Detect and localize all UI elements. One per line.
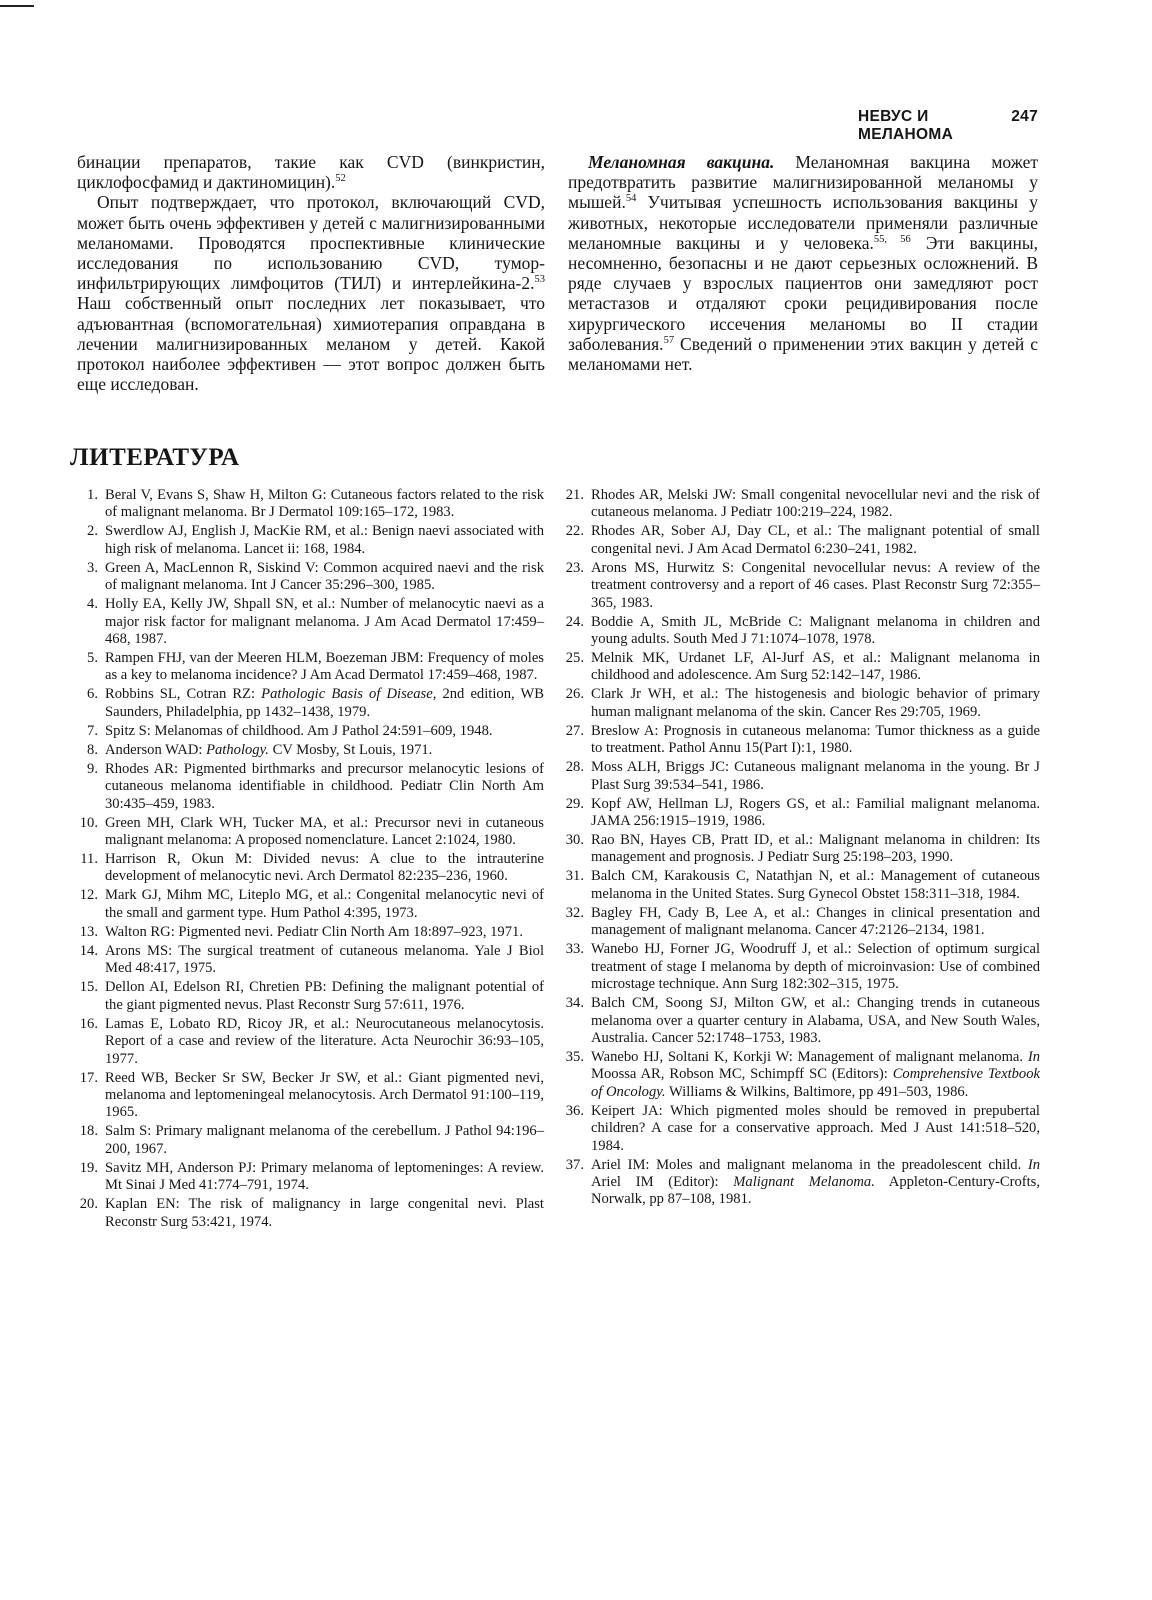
reference-text: Clark Jr WH, et al.: The histogenesis and biologic behavior of primary human malignant melanoma of the skin. Cancer Res 29:705, 1969. [591,686,1040,720]
reference-number: 28. [565,759,584,776]
reference-item [70,487,544,522]
body-left-column [77,152,545,394]
paragraph: Меланомная вакцина. Меланомная вакцина может предотвратить развитие малигнизированной меланомы у мышей.$^{54}$ Учитывая успешность использования вакцины у животных, некоторые исследователи применяли различные меланомные вакцины и у человека.$^{55, 56}$ Эти вакцины, несомненно, безопасны и не дают серьезных осложнений. В ряде случаев у взрослых пациентов они замедляют рост метастазов и отдаляют сроки рецидивирования после хирургического иссечения меланомы во II стадии заболевания.$^{57}$ Сведений о применении этих вакцин у детей с меланомами нет. [568,152,1038,375]
reference-number: 4. [87,596,98,613]
reference-number: 33. [565,941,584,958]
reference-number: 13. [79,923,98,940]
reference-item [556,1103,1040,1155]
reference-text: Spitz S: Melanomas of childhood. Am J Pathol 24:591–609, 1948. [105,722,493,739]
reference-item [70,560,544,595]
reference-number: 16. [79,1015,98,1032]
reference-item [70,761,544,813]
reference-text: Boddie A, Smith JL, McBride C: Malignant melanoma in children and young adults. South Med J 71:1074–1078, 1978. [591,613,1040,648]
reference-item [556,614,1040,649]
reference-item [556,650,1040,685]
reference-number: 29. [565,795,584,812]
reference-item [556,832,1040,867]
reference-item [70,979,544,1014]
reference-text: Rhodes AR, Melski JW: Small congenital nevocellular nevi and the risk of cutaneous melanoma. J Pediatr 100:219–224, 1982. [591,487,1040,521]
reference-item [556,905,1040,940]
reference-number: 19. [79,1159,98,1176]
reference-text: Melnik MK, Urdanet LF, Al-Jurf AS, et al.: Malignant melanoma in childhood and adolescence. Am Surg 52:142–147, 1986. [591,650,1040,684]
reference-text: Wanebo HJ, Soltani K, Korkji W: Management of malignant melanoma. In Moossa AR, Robson MC, Schimpff SC (Editors): Comprehensive Textbook of Oncology. Williams & Wilkins, Baltimore, pp 491–503, 1986. [591,1048,1040,1100]
reference-item [556,487,1040,522]
reference-item [556,686,1040,721]
references-right-column [556,487,1040,1210]
body-right-column [568,152,1038,374]
reference-number: 5. [87,650,98,667]
reference-item [556,759,1040,794]
reference-number: 7. [87,722,98,739]
citation-superscript: 52 [335,173,346,185]
reference-number: 34. [565,995,584,1012]
reference-text: Ariel IM: Moles and malignant melanoma in the preadolescent child. In Ariel IM (Editor): Malignant Melanoma. Appleton-Century-Crofts, Norwalk, pp 87–108, 1981. [591,1156,1040,1208]
reference-item [70,1160,544,1195]
reference-item [70,1123,544,1158]
reference-number: 25. [565,650,584,667]
reference-number: 37. [565,1156,584,1173]
reference-text: Green A, MacLennon R, Siskind V: Common acquired naevi and the risk of malignant melanoma. Int J Cancer 35:296–300, 1985. [105,559,544,594]
reference-item [70,887,544,922]
reference-item [556,1049,1040,1101]
reference-item [556,723,1040,758]
reference-text: Breslow A: Prognosis in cutaneous melanoma: Tumor thickness as a guide to treatment. Pathol Annu 15(Part I):1, 1980. [591,722,1040,757]
reference-text: Kopf AW, Hellman LJ, Rogers GS, et al.: Familial malignant melanoma. JAMA 256:1915–1919, 1986. [591,795,1040,830]
reference-number: 9. [87,760,98,777]
reference-number: 24. [565,613,584,630]
reference-text: Salm S: Primary malignant melanoma of the cerebellum. J Pathol 94:196–200, 1967. [105,1123,544,1157]
reference-number: 14. [79,942,98,959]
reference-item [556,868,1040,903]
reference-text: Arons MS: The surgical treatment of cutaneous melanoma. Yale J Biol Med 48:417, 1975. [105,942,544,977]
paragraph: бинации препаратов, такие как CVD (винкристин, циклофосфамид и дактиномицин).$^{52}$ [77,152,545,193]
reference-item [70,851,544,886]
reference-item [556,941,1040,993]
page-number: 247 [1011,108,1038,125]
reference-item [70,815,544,850]
reference-item [556,560,1040,612]
reference-item [70,943,544,978]
reference-item [556,796,1040,831]
reference-number: 30. [565,832,584,849]
reference-item [70,686,544,721]
citation-superscript: 55, 56 [873,233,911,245]
reference-text: Kaplan EN: The risk of malignancy in large congenital nevi. Plast Reconstr Surg 53:421, 1974. [105,1196,544,1230]
reference-item [70,1070,544,1122]
reference-item [70,596,544,648]
reference-text: Keipert JA: Which pigmented moles should be removed in prepubertal children? A case for a conservative approach. Med J Aust 141:518–520, 1984. [591,1102,1040,1154]
reference-number: 26. [565,686,584,703]
reference-text: Arons MS, Hurwitz S: Congenital nevocellular nevus: A review of the treatment controversy and a report of 46 cases. Plast Reconstr Surg 72:355–365, 1983. [591,559,1040,611]
reference-number: 27. [565,722,584,739]
reference-item [70,723,544,740]
reference-number: 10. [79,814,98,831]
reference-number: 17. [79,1069,98,1086]
reference-number: 3. [87,559,98,576]
reference-number: 2. [87,523,98,540]
reference-text: Mark GJ, Mihm MC, Liteplo MG, et al.: Congenital melanocytic nevi of the small and garment type. Hum Pathol 4:395, 1973. [105,887,544,921]
paragraph: Опыт подтверждает, что протокол, включающий CVD, может быть очень эффективен у детей с малигнизированными меланомами. Проводятся проспективные клинические исследования по использованию CVD, тумор-инфильтрирующих лимфоцитов (ТИЛ) и интерлейкина-2.53 Наш собственный опыт последних лет показывает, что адъювантная (вспомогательная) химиотерапия оправдана в лечении малигнизированных меланом у детей. Какой протокол наиболее эффективен — этот вопрос должен быть еще исследован. [77,192,545,395]
reference-number: 15. [79,979,98,996]
reference-number: 12. [79,887,98,904]
reference-text: Harrison R, Okun M: Divided nevus: A clue to the intrauterine development of melanocytic nevi. Arch Dermatol 82:235–236, 1960. [105,851,544,885]
reference-text: Green MH, Clark WH, Tucker MA, et al.: Precursor nevi in cutaneous malignant melanoma: A proposed nomenclature. Lancet 2:1024, 1980. [105,814,544,849]
reference-number: 31. [565,868,584,885]
reference-text: Wanebo HJ, Forner JG, Woodruff J, et al.: Selection of optimum surgical treatment of stage I melanoma by depth of microinvasion: Use of combined microstage technique. Ann Surg 182:302–315, 1975. [591,941,1040,993]
reference-text: Robbins SL, Cotran RZ: Pathologic Basis of Disease, 2nd edition, WB Saunders, Philadelphia, pp 1432–1438, 1979. [105,686,544,720]
reference-item [70,742,544,759]
reference-text: Rhodes AR: Pigmented birthmarks and precursor melanocytic lesions of cutaneous melanoma identifiable in childhood. Pediatr Clin North Am 30:435–459, 1983. [105,760,544,812]
reference-number: 35. [565,1048,584,1065]
citation-superscript: 54 [625,193,637,205]
reference-item [556,995,1040,1047]
reference-number: 18. [79,1123,98,1140]
reference-text: Holly EA, Kelly JW, Shpall SN, et al.: Number of melanocytic naevi as a major risk factor for malignant melanoma. J Am Acad Dermatol 17:459–468, 1987. [105,596,544,648]
reference-text: Balch CM, Soong SJ, Milton GW, et al.: Changing trends in cutaneous melanoma over a quarter century in Alabama, USA, and New South Wales, Australia. Cancer 52:1748–1753, 1983. [591,995,1040,1046]
reference-text: Rao BN, Hayes CB, Pratt ID, et al.: Malignant melanoma in children: Its management and prognosis. J Pediatr Surg 25:198–203, 1990. [591,832,1040,866]
reference-text: Bagley FH, Cady B, Lee A, et al.: Changes in clinical presentation and management of malignant melanoma. Cancer 47:2126–2134, 1981. [591,904,1040,939]
reference-number: 11. [80,851,98,868]
reference-number: 21. [565,487,584,503]
corner-mark [0,5,34,7]
reference-number: 8. [87,741,98,758]
reference-number: 20. [79,1196,98,1213]
reference-text: Walton RG: Pigmented nevi. Pediatr Clin North Am 18:897–923, 1971. [105,923,523,940]
reference-text: Balch CM, Karakousis C, Natathjan N, et al.: Management of cutaneous melanoma in the United States. Surg Gynecol Obstet 158:311–318, 1984. [591,868,1040,902]
reference-number: 6. [87,686,98,703]
running-head [770,108,1038,144]
references-left-column [70,487,544,1233]
reference-number: 22. [565,523,584,540]
reference-item [70,523,544,558]
reference-item [70,650,544,685]
reference-text: Lamas E, Lobato RD, Ricoy JR, et al.: Neurocutaneous melanocytosis. Report of a case and review of the literature. Acta Neurochir 36:93–105, 1977. [105,1015,544,1067]
reference-text: Swerdlow AJ, English J, MacKie RM, et al.: Benign naevi associated with high risk of melanoma. Lancet ii: 168, 1984. [105,523,544,557]
reference-item [556,1157,1040,1209]
citation-superscript: 53 [534,274,545,286]
reference-item [556,523,1040,558]
reference-text: Dellon AI, Edelson RI, Chretien PB: Defining the malignant potential of the giant pigmented nevus. Plast Reconstr Surg 57:611, 1976. [105,979,544,1013]
reference-text: Anderson WAD: Pathology. CV Mosby, St Louis, 1971. [105,741,433,758]
reference-text: Reed WB, Becker Sr SW, Becker Jr SW, et al.: Giant pigmented nevi, melanoma and leptomeningeal melanocytosis. Arch Dermatol 91:100–119, 1965. [105,1069,544,1121]
reference-text: Rhodes AR, Sober AJ, Day CL, et al.: The malignant potential of small congenital nevi. J Am Acad Dermatol 6:230–241, 1982. [591,523,1040,557]
reference-number: 23. [565,559,584,576]
reference-number: 36. [565,1102,584,1119]
reference-item [70,1016,544,1068]
reference-item [70,924,544,941]
paragraph-lead: Меланомная вакцина. [588,152,775,172]
reference-text: Beral V, Evans S, Shaw H, Milton G: Cutaneous factors related to the risk of malignant melanoma. Br J Dermatol 109:165–172, 1983. [105,487,544,521]
citation-superscript: 57 [663,335,675,346]
references-heading: ЛИТЕРАТУРА [70,444,240,471]
reference-text: Rampen FHJ, van der Meeren HLM, Boezeman JBM: Frequency of moles as a key to melanoma incidence? J Am Acad Dermatol 17:459–468, 1987. [105,650,544,684]
reference-number: 32. [565,904,584,921]
reference-number: 1. [87,487,98,503]
running-title: НЕВУС И МЕЛАНОМА [858,108,954,143]
reference-text: Moss ALH, Briggs JC: Cutaneous malignant melanoma in the young. Br J Plast Surg 39:534–541, 1986. [591,759,1040,793]
reference-text: Savitz MH, Anderson PJ: Primary melanoma of leptomeninges: A review. Mt Sinai J Med 41:774–791, 1974. [105,1159,544,1194]
reference-item [70,1196,544,1231]
